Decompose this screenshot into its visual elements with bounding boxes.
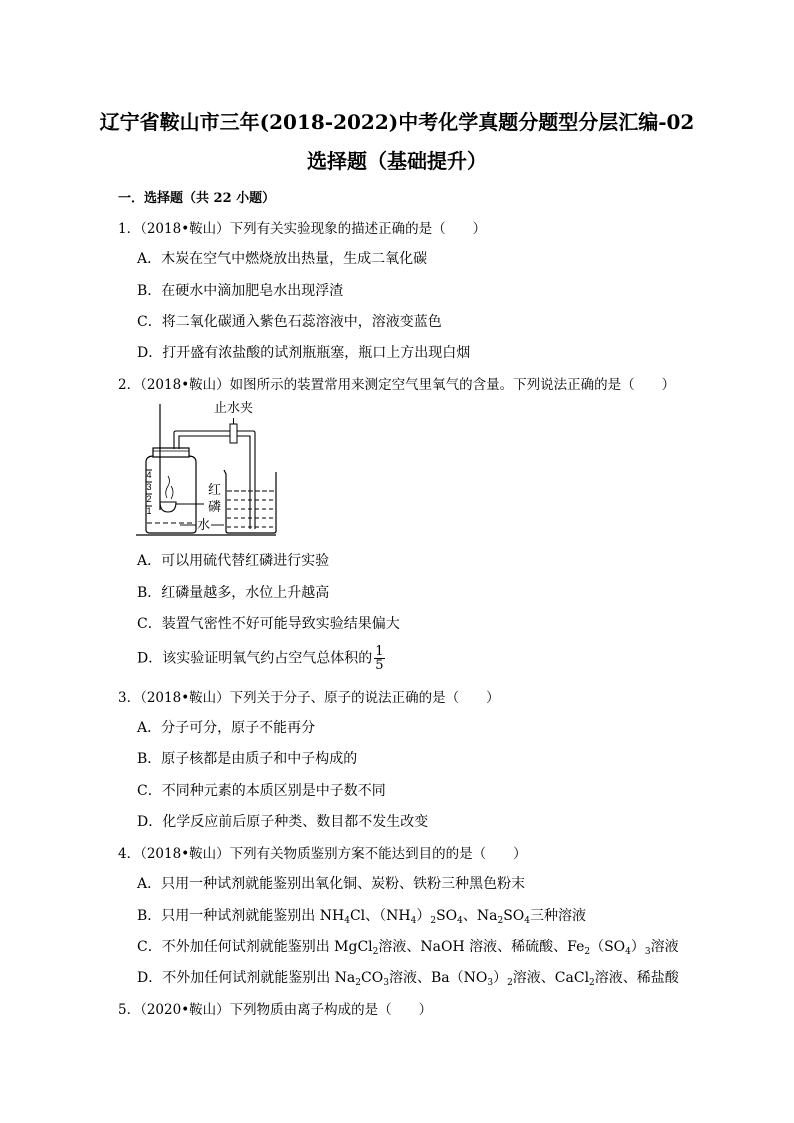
text-run: 溶液、Ba（NO bbox=[388, 970, 488, 986]
subscript: 2 bbox=[584, 947, 591, 957]
text-run: Cl、（NH bbox=[349, 908, 411, 924]
text-run: 溶液 bbox=[650, 939, 679, 955]
question-1-option-b: B．在硬水中滴加肥皂水出现浮渣 bbox=[137, 283, 344, 299]
clamp-label: 止水夹 bbox=[214, 401, 254, 416]
subscript: 2 bbox=[430, 916, 437, 926]
question-1-stem: 1．（2018•鞍山）下列有关实验现象的描述正确的是（ ） bbox=[118, 221, 487, 237]
question-1-option-d: D．打开盛有浓盐酸的试剂瓶瓶塞，瓶口上方出现白烟 bbox=[137, 345, 471, 361]
question-5-stem: 5．（2020•鞍山）下列物质由离子构成的是（ ） bbox=[118, 1002, 433, 1018]
question-4-option-c bbox=[137, 936, 679, 957]
subscript: 4 bbox=[344, 916, 350, 926]
question-4-option-a: A．只用一种试剂就能鉴别出氧化铜、炭粉、铁粉三种黑色粉末 bbox=[137, 876, 526, 892]
subscript: 2 bbox=[355, 978, 362, 988]
question-3-stem: 3．（2018•鞍山）下列关于分子、原子的说法正确的是（ ） bbox=[118, 690, 500, 706]
subscript: 4 bbox=[457, 916, 463, 926]
question-3-option-d: D．化学反应前后原子种类、数目都不发生改变 bbox=[137, 814, 429, 830]
fraction-one-fifth bbox=[374, 645, 384, 672]
water-label: 水 bbox=[197, 518, 211, 533]
question-1-option-c: C．将二氧化碳通入紫色石蕊溶液中，溶液变蓝色 bbox=[137, 314, 442, 330]
text-run: ） bbox=[493, 970, 508, 986]
doc-title-line1: 辽宁省鞍山市三年(2018-2022)中考化学真题分题型分层汇编-02 bbox=[99, 110, 695, 134]
text-run: D．不外加任何试剂就能鉴别出 Na bbox=[137, 970, 356, 986]
text-run: C．不外加任何试剂就能鉴别出 MgCl bbox=[137, 939, 373, 955]
section-heading: 一．选择题（共 22 小题） bbox=[118, 191, 276, 206]
question-2-option-c: C．装置气密性不好可能导致实验结果偏大 bbox=[137, 616, 400, 632]
subscript: 3 bbox=[383, 978, 389, 988]
subscript: 4 bbox=[410, 916, 417, 926]
question-2-stem: 2．（2018•鞍山）如图所示的装置常用来测定空气里氧气的含量。下列说法正确的是（ ） bbox=[118, 377, 676, 393]
text-run: ） bbox=[630, 939, 645, 955]
text-run: ） bbox=[416, 908, 431, 924]
question-4-stem: 4．（2018•鞍山）下列有关物质鉴别方案不能达到目的的是（ ） bbox=[118, 846, 527, 862]
subscript: 2 bbox=[589, 978, 595, 988]
fraction-numerator: 1 bbox=[375, 644, 384, 659]
text-run: 溶液、稀盐酸 bbox=[594, 970, 679, 986]
fraction-denominator: 5 bbox=[375, 658, 384, 673]
scale-label-4: 4 bbox=[146, 470, 152, 480]
scale-label-3: 3 bbox=[146, 482, 152, 492]
question-4-option-d bbox=[137, 967, 679, 988]
text-run: （SO bbox=[590, 939, 626, 955]
question-3-option-b: B．原子核都是由质子和中子构成的 bbox=[137, 751, 358, 767]
question-2-option-b: B．红磷量越多，水位上升越高 bbox=[137, 585, 330, 601]
text-run: 三种溶液 bbox=[530, 908, 587, 924]
subscript: 3 bbox=[644, 947, 651, 957]
text-run: B．只用一种试剂就能鉴别出 NH bbox=[137, 908, 345, 924]
doc-title-line2: 选择题（基础提升） bbox=[307, 149, 487, 173]
question-2-option-d-text: D．该实验证明氧气约占空气总体积的 bbox=[137, 650, 373, 667]
oxygen-measurement-apparatus-figure bbox=[136, 398, 286, 538]
question-1-option-a: A．木炭在空气中燃烧放出热量，生成二氧化碳 bbox=[137, 251, 428, 267]
subscript: 4 bbox=[524, 916, 531, 926]
question-2-option-d bbox=[137, 645, 385, 672]
subscript: 3 bbox=[487, 978, 494, 988]
subscript: 2 bbox=[497, 916, 504, 926]
subscript: 2 bbox=[372, 947, 379, 957]
question-4-option-b bbox=[137, 905, 586, 926]
text-run: 溶液、CaCl bbox=[512, 970, 590, 986]
subscript: 2 bbox=[507, 978, 513, 988]
subscript: 4 bbox=[625, 947, 631, 957]
red-phosphorus-label-1: 红 bbox=[208, 483, 222, 498]
text-run: 、Na bbox=[462, 908, 498, 924]
text-run: SO bbox=[436, 908, 458, 924]
text-run: 溶液、NaOH 溶液、稀硫酸、Fe bbox=[378, 939, 585, 955]
scale-label-2: 2 bbox=[146, 494, 152, 504]
question-2-option-a: A．可以用硫代替红磷进行实验 bbox=[137, 553, 330, 569]
text-run: SO bbox=[503, 908, 525, 924]
question-3-option-c: C．不同种元素的本质区别是中子数不同 bbox=[137, 783, 386, 799]
text-run: CO bbox=[361, 970, 384, 986]
red-phosphorus-label-2: 磷 bbox=[208, 500, 222, 515]
question-3-option-a: A．分子可分，原子不能再分 bbox=[137, 720, 316, 736]
scale-label-1: 1 bbox=[146, 506, 152, 516]
